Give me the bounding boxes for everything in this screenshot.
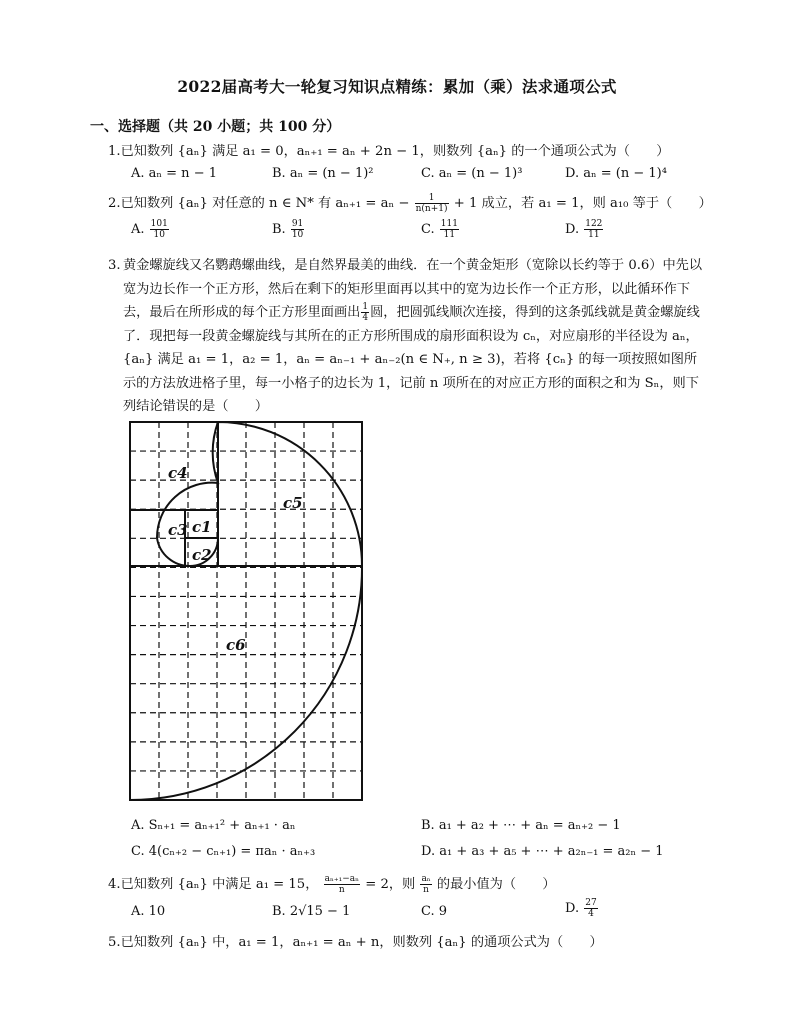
q4-option-d: D. $\frac{27}{4}$ (565, 898, 597, 919)
golden-spiral-figure (128, 420, 368, 804)
question-4 (108, 874, 556, 895)
question-5 (108, 934, 603, 952)
question-3-text-b: 圆，把圆弧线顺次连接，得到的这条弧线就是黄金螺旋线了．现把每一段黄金螺旋线与其所在的正方形所围成的扇形面积设为 cₙ，对应扇形的半径设为 aₙ，{aₙ} 满足 a₁ = 1，a₂ = 1，aₙ = aₙ₋₁ + aₙ₋₂(n ∈ N₊, n ≥ 3)，若将 {cₙ} 的每一项按照如图所示的方法放进格子里，每一小格子的边长为 1，记前 n 项所在的对应正方形的面积之和为 Sₙ，则下列结论错误的是（ ） (123, 305, 700, 414)
q2-option-a: A. $\frac{101}{10}$ (131, 219, 168, 240)
q1-option-c: C. aₙ = (n − 1)³ (421, 166, 523, 181)
q3-option-b: B. a₁ + a₂ + ⋯ + aₙ = aₙ₊₂ − 1 (421, 818, 621, 833)
question-4-number: 4. (108, 877, 121, 892)
question-2-text-a: 已知数列 {aₙ} 对任意的 n ∈ N* 有 aₙ₊₁ = aₙ − (120, 196, 410, 211)
q4-option-b: B. 2√15 − 1 (272, 904, 351, 919)
question-4-fraction-2: $\frac{\text{aₙ}}{n}$ (421, 874, 431, 895)
question-4-text-b: = 2，则 (365, 877, 416, 892)
label-c2: c2 (192, 546, 212, 564)
question-5-number: 5. (108, 935, 121, 950)
question-2-fraction: $\frac{1}{n(n+1)}$ (415, 193, 448, 214)
question-4-text-c: 的最小值为（ ） (436, 877, 556, 892)
page-title: 2022届高考大一轮复习知识点精练：累加（乘）法求通项公式 (177, 77, 617, 96)
question-1-text: 已知数列 {aₙ} 满足 a₁ = 0，aₙ₊₁ = aₙ + 2n − 1，则数列 {aₙ} 的一个通项公式为（ ） (120, 144, 670, 159)
label-c3: c3 (168, 521, 188, 539)
label-c6: c6 (226, 636, 246, 654)
question-3-text-a: 黄金螺旋线又名鹦鹉螺曲线，是自然界最美的曲线．在一个黄金矩形（宽除以长约等于 0.6）中先以宽为边长作一个正方形，然后在剩下的矩形里面再以其中的宽为边长作一个正方形，以此循环作下去，最后在所形成的每个正方形里面画出 (123, 258, 703, 320)
q4-option-a: A. 10 (131, 904, 166, 919)
question-4-fraction-1: $\frac{\text{aₙ₊₁−aₙ}}{n}$ (324, 874, 360, 895)
q2-option-d: D. $\frac{122}{11}$ (565, 219, 603, 240)
question-1-number: 1. (108, 144, 121, 159)
question-5-text: 已知数列 {aₙ} 中，a₁ = 1，aₙ₊₁ = aₙ + n，则数列 {aₙ} 的通项公式为（ ） (120, 935, 603, 950)
label-c4: c4 (168, 464, 188, 482)
q4-option-c: C. 9 (421, 904, 448, 919)
question-2-number: 2. (108, 196, 121, 211)
question-1 (108, 143, 670, 161)
section-heading: 一、选择题（共 20 小题；共 100 分） (90, 119, 341, 135)
question-3-fraction: $\frac{1}{4}$ (362, 302, 369, 323)
q3-option-a: A. Sₙ₊₁ = aₙ₊₁² + aₙ₊₁ · aₙ (131, 818, 296, 833)
question-2-text-b: + 1 成立，若 a₁ = 1，则 a₁₀ 等于（ ） (453, 196, 712, 211)
question-3-text (123, 254, 703, 419)
question-4-text-a: 已知数列 {aₙ} 中满足 a₁ = 15， (120, 877, 319, 892)
question-2 (108, 193, 712, 214)
label-c1: c1 (192, 518, 212, 536)
q3-option-d: D. a₁ + a₃ + a₅ + ⋯ + a₂ₙ₋₁ = a₂ₙ − 1 (421, 844, 664, 859)
q2-option-c: C. $\frac{111}{11}$ (421, 219, 458, 240)
question-3-number: 3. (108, 258, 121, 273)
q1-option-a: A. aₙ = n − 1 (131, 166, 217, 181)
q1-option-d: D. aₙ = (n − 1)⁴ (565, 166, 667, 181)
q3-option-c: C. 4(cₙ₊₂ − cₙ₊₁) = πaₙ · aₙ₊₃ (131, 844, 316, 859)
label-c5: c5 (283, 494, 303, 512)
q2-option-b: B. $\frac{91}{10}$ (272, 219, 304, 240)
q1-option-b: B. aₙ = (n − 1)² (272, 166, 374, 181)
